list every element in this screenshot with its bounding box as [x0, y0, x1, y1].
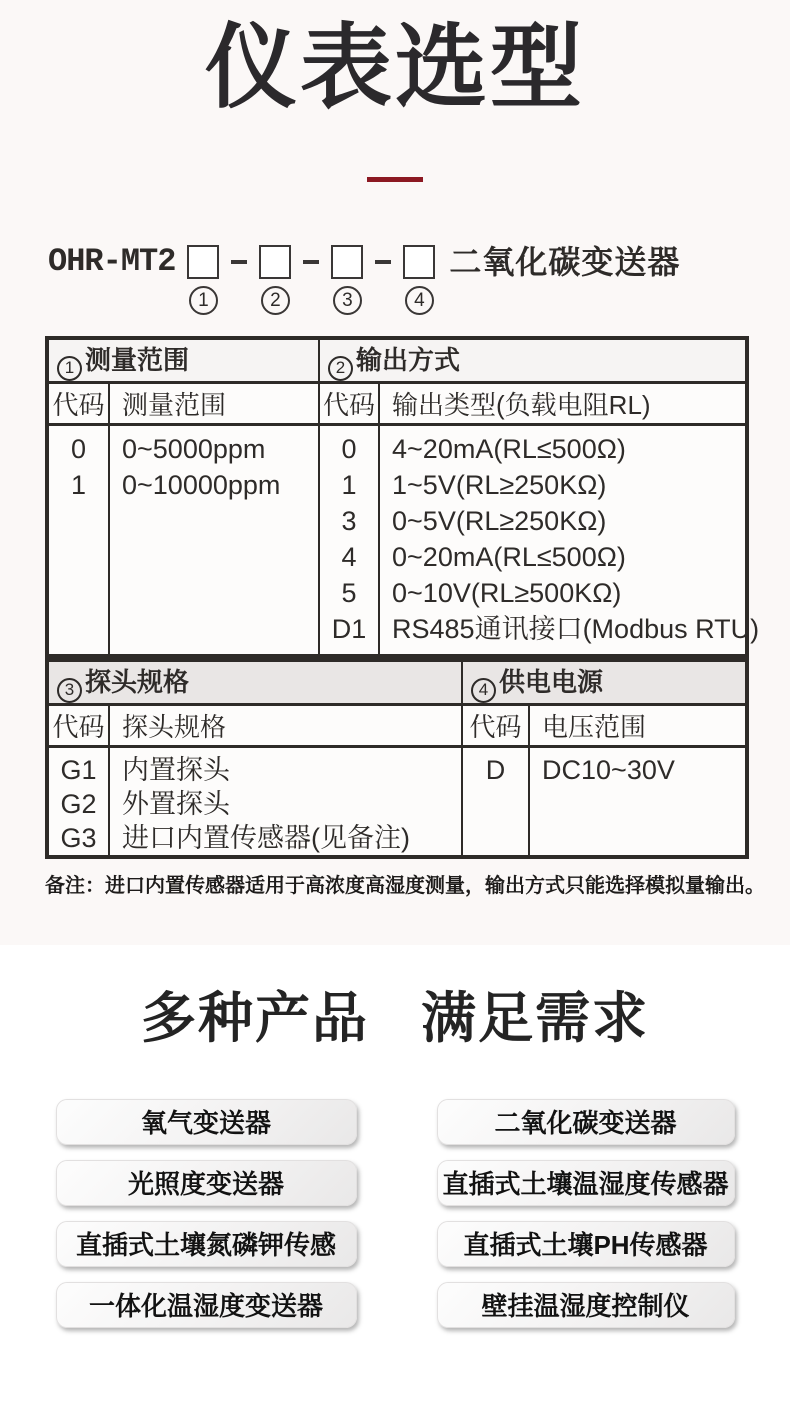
power-voltage-cell: [529, 746, 747, 857]
section-1-badge: 1: [57, 356, 82, 381]
probe-spec: 内置探头: [122, 754, 230, 785]
col-header-probe-spec: 探头规格: [109, 704, 462, 746]
model-dash-2: [303, 260, 319, 264]
output-type: 0~10V(RL≥500KΩ): [392, 577, 622, 608]
output-type: 0~5V(RL≥250KΩ): [392, 505, 607, 536]
probe-code: G2: [60, 788, 97, 819]
model-dash-3: [375, 260, 391, 264]
position-marker-2: 2: [261, 286, 290, 315]
products-heading-part1: 多种产品: [140, 987, 369, 1049]
spec-table-range-output: [45, 336, 760, 658]
probe-code: G1: [60, 754, 97, 785]
output-code: 1: [341, 469, 357, 500]
col-header-code-3: 代码: [47, 704, 109, 746]
model-position-2: [259, 245, 291, 315]
product-button-soil-temp-humidity-sensor[interactable]: 直插式土壤温湿度传感器: [437, 1160, 735, 1206]
model-position-3: [331, 245, 363, 315]
title-divider: [367, 177, 423, 182]
output-type: 4~20mA(RL≤500Ω): [392, 433, 626, 464]
output-type: 0~20mA(RL≤500Ω): [392, 541, 626, 572]
spec-table-probe-power: [45, 658, 749, 859]
section-3-title: 探头规格: [85, 667, 190, 697]
product-button-co2-transmitter[interactable]: 二氧化碳变送器: [437, 1099, 735, 1145]
product-button-soil-ph-sensor[interactable]: 直插式土壤PH传感器: [437, 1221, 735, 1267]
product-button-integrated-temp-humidity-transmitter[interactable]: 一体化温湿度变送器: [56, 1282, 357, 1328]
position-marker-4: 4: [405, 286, 434, 315]
section-output-mode-header: [319, 338, 747, 382]
probe-specs-cell: [109, 746, 462, 857]
section-2-badge: 2: [328, 356, 353, 381]
output-code: D1: [331, 613, 367, 644]
section-4-badge: 4: [471, 678, 496, 703]
probe-codes-cell: [47, 746, 109, 857]
table2-body-row: [47, 746, 747, 857]
measure-range: 0~5000ppm: [122, 433, 266, 464]
section-power-supply-header: [462, 660, 747, 704]
product-button-wall-mounted-temp-humidity-controller[interactable]: 壁挂温湿度控制仪: [437, 1282, 735, 1328]
table1-body-row: [47, 424, 747, 656]
power-codes-cell: [462, 746, 529, 857]
col-header-code-4: 代码: [462, 704, 529, 746]
measure-code: 1: [70, 469, 87, 500]
products-heading: [0, 983, 790, 1055]
model-position-1: [187, 245, 219, 315]
section-1-title: 测量范围: [85, 345, 190, 375]
col-header-voltage-range: 电压范围: [529, 704, 747, 746]
power-code: D: [485, 754, 506, 785]
section-probe-spec-header: [47, 660, 462, 704]
table1-section-header-row: [47, 338, 747, 382]
col-header-code-2: 代码: [319, 382, 379, 424]
model-code-box-3: [331, 245, 363, 279]
output-codes-cell: [319, 424, 379, 656]
measure-code: 0: [70, 433, 87, 464]
col-header-output-type: 输出类型(负载电阻RL): [379, 382, 747, 424]
model-dash-1: [231, 260, 247, 264]
output-type: RS485通讯接口(Modbus RTU): [392, 613, 760, 644]
col-header-code-1: 代码: [47, 382, 109, 424]
products-grid: [0, 1099, 790, 1328]
model-prefix: OHR-MT2: [48, 243, 176, 280]
table1-column-header-row: [47, 382, 747, 424]
output-type: 1~5V(RL≥250KΩ): [392, 469, 607, 500]
model-product-name: 二氧化碳变送器: [449, 244, 681, 280]
table2-column-header-row: [47, 704, 747, 746]
output-types-cell: [379, 424, 760, 656]
probe-spec: 进口内置传感器(见备注): [122, 822, 410, 853]
measure-ranges-cell: [109, 424, 319, 656]
output-code: 3: [341, 505, 357, 536]
model-code-row: [48, 245, 680, 315]
position-marker-1: 1: [189, 286, 218, 315]
table2-section-header-row: [47, 660, 747, 704]
model-code-box-1: [187, 245, 219, 279]
remark-label: 备注：: [45, 875, 105, 897]
remark-note: [45, 869, 765, 898]
products-section: [0, 945, 790, 1422]
probe-spec: 外置探头: [122, 788, 230, 819]
col-header-range: 测量范围: [109, 382, 319, 424]
measure-codes-cell: [47, 424, 109, 656]
section-4-title: 供电电源: [499, 667, 604, 697]
position-marker-3: 3: [333, 286, 362, 315]
section-2-title: 输出方式: [356, 345, 461, 375]
remark-text: 进口内置传感器适用于高浓度高湿度测量，输出方式只能选择模拟量输出。: [105, 875, 765, 897]
probe-code: G3: [60, 822, 97, 853]
product-button-oxygen-transmitter[interactable]: 氧气变送器: [56, 1099, 357, 1145]
product-button-illuminance-transmitter[interactable]: 光照度变送器: [56, 1160, 357, 1206]
output-code: 0: [341, 433, 357, 464]
products-heading-part2: 满足需求: [421, 987, 650, 1049]
model-code-box-4: [403, 245, 435, 279]
product-button-soil-npk-sensor[interactable]: 直插式土壤氮磷钾传感: [56, 1221, 357, 1267]
model-position-4: [403, 245, 435, 315]
section-3-badge: 3: [57, 678, 82, 703]
measure-range: 0~10000ppm: [122, 469, 281, 500]
section-measure-range-header: [47, 338, 319, 382]
output-code: 5: [341, 577, 357, 608]
output-code: 4: [341, 541, 357, 572]
model-code-box-2: [259, 245, 291, 279]
power-voltage: DC10~30V: [542, 754, 675, 785]
page-title: 仪表选型: [204, 17, 585, 119]
